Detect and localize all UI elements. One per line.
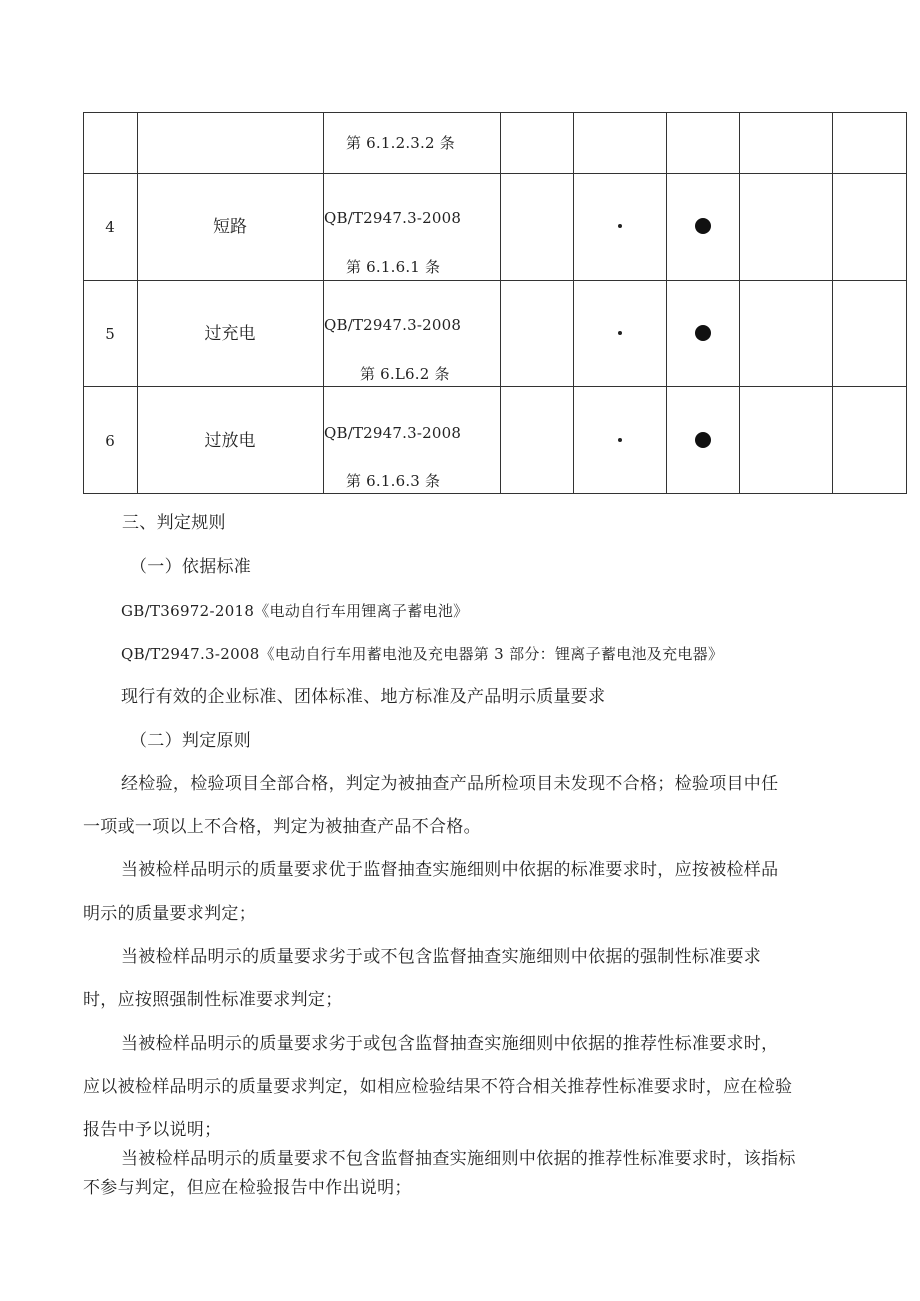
- table-cell-no: 6: [105, 432, 115, 450]
- table-mark-filled-circle: [695, 432, 711, 448]
- table-cell-clause: 第 6.L6.2 条: [360, 365, 450, 383]
- table-cell-item: 过放电: [204, 431, 256, 451]
- table-row-divider: [83, 173, 907, 174]
- table-cell-standard: QB/T2947.3-2008: [324, 424, 462, 442]
- table-col-divider: [500, 112, 501, 494]
- table-col-divider: [739, 112, 740, 494]
- table-mark-filled-circle: [695, 218, 711, 234]
- table-col-divider: [573, 112, 574, 494]
- table-cell-no: 5: [105, 325, 115, 343]
- table-mark-small-dot: [618, 331, 622, 335]
- table-cell-standard: QB/T2947.3-2008: [324, 209, 462, 227]
- paragraph-line: 报告中予以说明；: [83, 1120, 222, 1140]
- table-cell-clause: 第 6.1.6.1 条: [346, 258, 441, 276]
- table-row-divider: [83, 280, 907, 281]
- table-mark-filled-circle: [695, 325, 711, 341]
- section-heading: 三、判定规则: [122, 513, 226, 533]
- paragraph-line: 应以被检样品明示的质量要求判定，如相应检验结果不符合相关推荐性标准要求时，应在检验: [83, 1077, 793, 1097]
- standard-reference: 现行有效的企业标准、团体标准、地方标准及产品明示质量要求: [121, 687, 606, 707]
- table-cell-standard: QB/T2947.3-2008: [324, 316, 462, 334]
- paragraph-line: 一项或一项以上不合格，判定为被抽查产品不合格。: [83, 817, 481, 837]
- subsection-title-principle: （二）判定原则: [130, 731, 252, 751]
- table-cell-no: 4: [105, 218, 115, 236]
- table-col-divider: [666, 112, 667, 494]
- paragraph-line: 经检验，检验项目全部合格，判定为被抽查产品所检项目未发现不合格；检验项目中任: [121, 774, 779, 794]
- table-row-divider: [83, 386, 907, 387]
- table-mark-small-dot: [618, 224, 622, 228]
- table-col-divider: [832, 112, 833, 494]
- paragraph-line: 时，应按照强制性标准要求判定；: [83, 990, 343, 1010]
- paragraph-line: 当被检样品明示的质量要求劣于或包含监督抽查实施细则中依据的推荐性标准要求时，: [121, 1034, 779, 1054]
- standard-reference: GB/T36972-2018《电动自行车用锂离子蓄电池》: [121, 602, 469, 620]
- standard-reference: QB/T2947.3-2008《电动自行车用蓄电池及充电器第 3 部分：锂离子蓄电池及充电器》: [121, 645, 724, 663]
- paragraph-line: 当被检样品明示的质量要求优于监督抽查实施细则中依据的标准要求时，应按被检样品: [121, 860, 779, 880]
- table-cell-clause: 第 6.1.2.3.2 条: [346, 134, 455, 152]
- paragraph-line: 明示的质量要求判定；: [83, 904, 256, 924]
- table-mark-small-dot: [618, 438, 622, 442]
- paragraph-line: 当被检样品明示的质量要求劣于或不包含监督抽查实施细则中依据的强制性标准要求: [121, 947, 762, 967]
- table-cell-clause: 第 6.1.6.3 条: [346, 472, 441, 490]
- paragraph-line: 当被检样品明示的质量要求不包含监督抽查实施细则中依据的推荐性标准要求时，该指标: [121, 1149, 796, 1169]
- table-cell-item: 短路: [213, 217, 247, 237]
- paragraph-line: 不参与判定，但应在检验报告中作出说明；: [83, 1178, 412, 1198]
- table-cell-item: 过充电: [204, 324, 256, 344]
- subsection-title-basis: （一）依据标准: [130, 557, 252, 577]
